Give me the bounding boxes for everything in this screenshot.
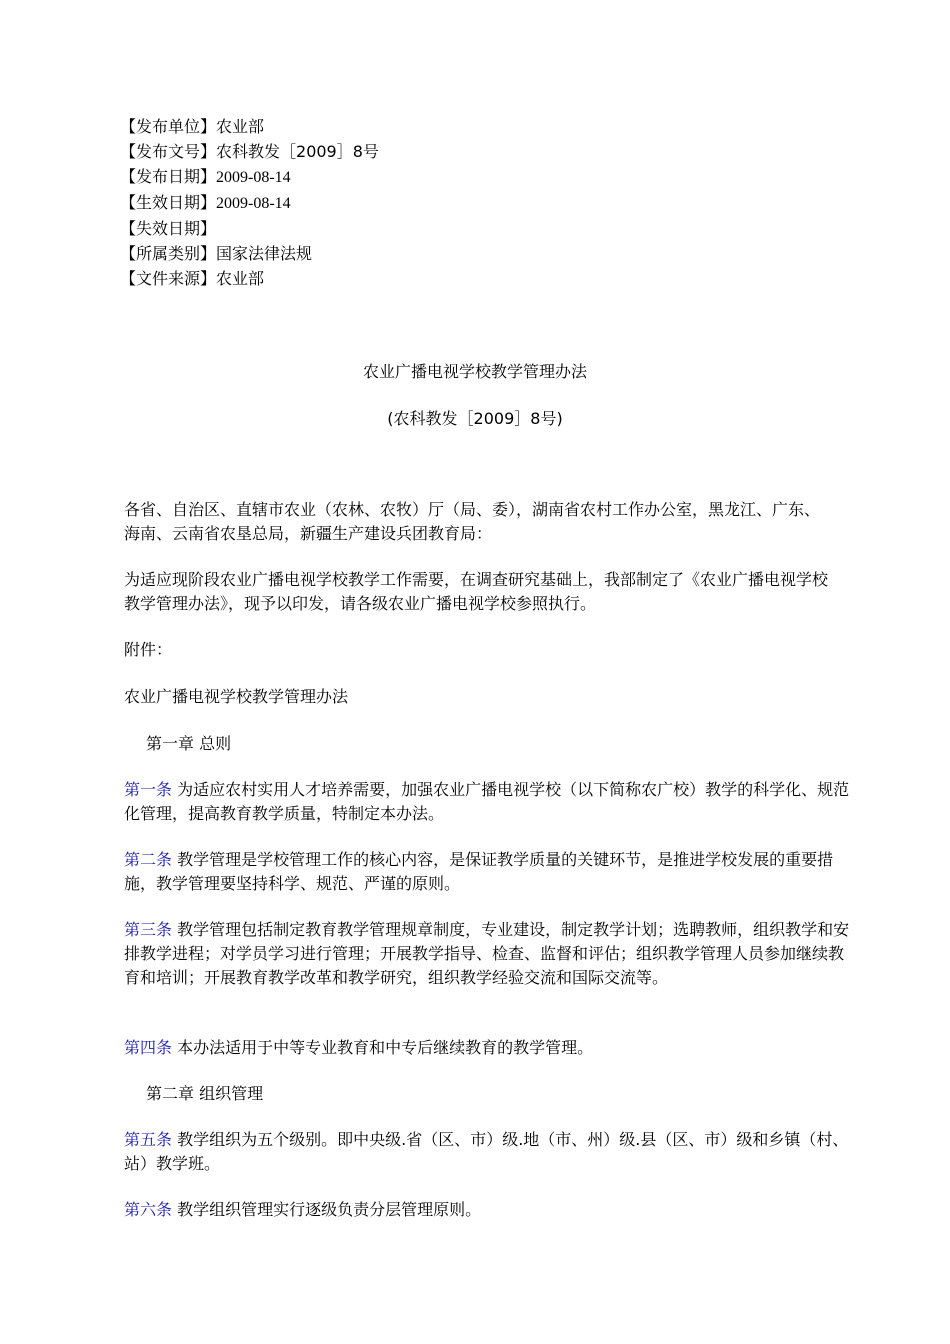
article-text: 教学管理是学校管理工作的核心内容，是保证教学质量的关键环节，是推进学校发展的重要措施，教学管理要坚持科学、规范、严谨的原则。 xyxy=(124,850,834,893)
article-number: 第三条 xyxy=(124,920,173,939)
meta-document-number xyxy=(120,139,379,164)
addressee-paragraph: 各省、自治区、直辖市农业（农林、农牧）厅（局、委），湖南省农村工作办公室，黑龙江、广东、海南、云南省农垦总局，新疆生产建设兵团教育局： xyxy=(124,500,821,543)
meta-issuing-unit xyxy=(120,114,379,139)
article-number: 第一条 xyxy=(124,780,173,799)
article-text: 教学组织为五个级别。即中央级.省（区、市）级.地（市、州）级.县（区、市）级和乡镇（村、站）教学班。 xyxy=(124,1130,849,1173)
meta-value: 国家法律法规 xyxy=(216,244,313,263)
meta-source xyxy=(120,266,379,291)
article-number: 第二条 xyxy=(124,850,173,869)
article-text: 为适应农村实用人才培养需要，加强农业广播电视学校（以下简称农广校）教学的科学化、规范化管理，提高教育教学质量，特制定本办法。 xyxy=(124,780,850,823)
meta-value: 农业部 xyxy=(216,117,265,136)
meta-label: 【文件来源】 xyxy=(120,269,217,288)
meta-effective-date xyxy=(120,190,379,216)
meta-label: 【发布日期】 xyxy=(120,167,217,186)
meta-label: 【失效日期】 xyxy=(120,219,217,238)
meta-label: 【所属类别】 xyxy=(120,244,217,263)
meta-expiry-date xyxy=(120,216,379,241)
meta-value: 农科教发［2009］8号 xyxy=(216,142,379,161)
document-subtitle: (农科教发［2009］8号) xyxy=(387,409,563,428)
intro-paragraph: 为适应现阶段农业广播电视学校教学工作需要，在调查研究基础上，我部制定了《农业广播电视学校教学管理办法》，现予以印发，请各级农业广播电视学校参照执行。 xyxy=(124,570,829,613)
meta-issue-date xyxy=(120,164,379,190)
document-metadata xyxy=(120,114,379,291)
attachment-title: 农业广播电视学校教学管理办法 xyxy=(124,687,349,706)
article-4 xyxy=(102,1036,856,1060)
article-5 xyxy=(102,1128,856,1176)
article-text: 本办法适用于中等专业教育和中专后继续教育的教学管理。 xyxy=(172,1038,594,1057)
article-text: 教学组织管理实行逐级负责分层管理原则。 xyxy=(172,1200,482,1219)
article-number: 第五条 xyxy=(124,1130,173,1149)
article-2 xyxy=(102,848,856,896)
chapter-heading-1: 第一章 总则 xyxy=(146,734,232,753)
meta-value: 2009-08-14 xyxy=(216,169,291,186)
meta-label: 【生效日期】 xyxy=(120,193,217,212)
meta-label: 【发布文号】 xyxy=(120,142,217,161)
meta-value: 2009-08-14 xyxy=(216,195,291,212)
article-text: 教学管理包括制定教育教学管理规章制度，专业建设，制定教学计划；选聘教师，组织教学和安排教学进程；对学员学习进行管理；开展教学指导、检查、监督和评估；组织教学管理人员参加继续教育和培训；开展教育教学改革和教学研究，组织教学经验交流和国际交流等。 xyxy=(124,920,850,987)
chapter-heading-2: 第二章 组织管理 xyxy=(146,1084,264,1103)
document-title: 农业广播电视学校教学管理办法 xyxy=(362,362,587,381)
meta-label: 【发布单位】 xyxy=(120,117,217,136)
meta-value: 农业部 xyxy=(216,269,265,288)
meta-category xyxy=(120,241,379,266)
article-3 xyxy=(102,918,856,990)
article-1 xyxy=(102,778,856,826)
article-6 xyxy=(102,1198,856,1222)
article-number: 第四条 xyxy=(124,1038,173,1057)
article-number: 第六条 xyxy=(124,1200,173,1219)
attachment-label: 附件： xyxy=(124,640,173,659)
